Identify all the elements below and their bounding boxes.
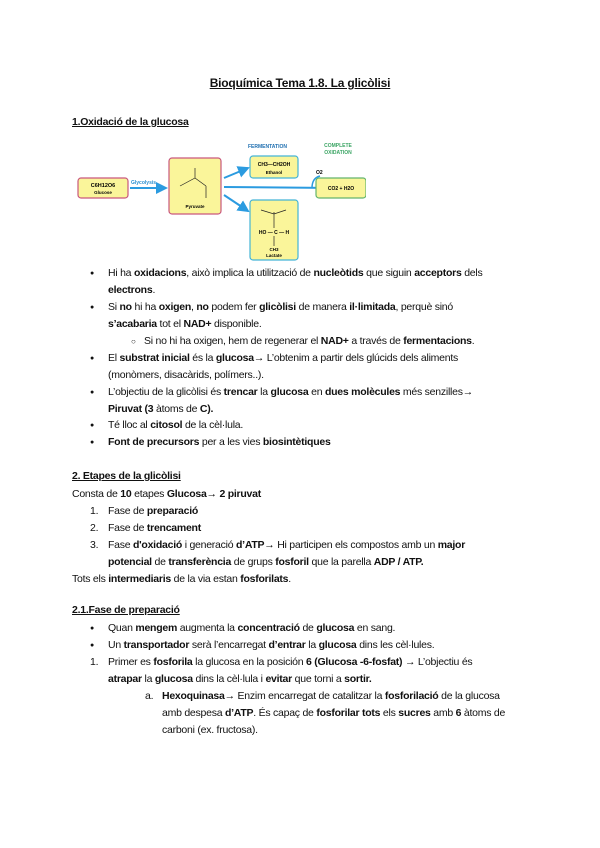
- text-run: .: [471, 335, 475, 347]
- list-item: [0, 350, 600, 384]
- bold-text: 10: [120, 488, 132, 500]
- list-item: [0, 384, 600, 418]
- list-item: [0, 620, 600, 637]
- products-formula: CO2 + H2O: [327, 186, 355, 192]
- bold-text: fosforilació: [384, 690, 439, 702]
- text-run: carboni (ex. fructosa).: [162, 724, 258, 736]
- list-item: [0, 688, 600, 739]
- list-item: [0, 265, 600, 299]
- text-run: Quan: [108, 622, 136, 634]
- bold-text: fosforil: [275, 556, 309, 568]
- bold-text: glucosa: [215, 352, 254, 364]
- lactate-box: [250, 200, 298, 260]
- bold-text: 2. Etapes de la glicòlisi: [72, 470, 181, 482]
- bold-text: glucosa: [270, 386, 309, 398]
- list-item: [0, 417, 600, 434]
- bold-text: glucosa: [316, 622, 355, 634]
- bold-text: d’ATP: [235, 539, 265, 551]
- text-run: .: [152, 284, 156, 296]
- bold-text: NAD+: [183, 318, 212, 330]
- list-item: [0, 503, 600, 520]
- bold-text: citosol: [150, 419, 183, 431]
- glucose-box: [78, 178, 128, 198]
- text-run: de manera: [295, 301, 350, 313]
- bold-text: no: [196, 301, 209, 313]
- text-run: més senzilles→: [400, 386, 473, 398]
- text-line: [0, 350, 600, 367]
- text-run: els: [380, 707, 399, 719]
- ethanol-formula: CH3—CH2OH: [257, 162, 291, 168]
- text-run: disponible.: [211, 318, 262, 330]
- text-run: a través de: [348, 335, 404, 347]
- document-title: Bioquímica Tema 1.8. La glicòlisi: [209, 76, 391, 90]
- glucose-label: Glucose: [94, 190, 112, 195]
- text-run: la: [141, 673, 155, 685]
- bold-text: no: [119, 301, 132, 313]
- lactate-label: Lactate: [266, 253, 282, 258]
- glycolysis-diagram: [76, 138, 366, 262]
- text-line: [0, 367, 600, 384]
- bold-text: 2.1.Fase de preparació: [72, 604, 180, 616]
- text-line: [0, 688, 600, 705]
- list-item: [0, 520, 600, 537]
- paragraph: [0, 571, 600, 588]
- pyruvate-label: Pyruvate: [185, 204, 205, 209]
- text-line: [0, 434, 600, 451]
- list-item: [0, 537, 600, 571]
- text-run: amb despesa: [162, 707, 225, 719]
- text-run: , això implica la utilització de: [186, 267, 314, 279]
- bold-text: biosintètiques: [262, 436, 331, 448]
- bullet-icon: ●: [90, 355, 94, 362]
- text-run: ,: [191, 301, 197, 313]
- text-run: la glucosa en la posición: [192, 656, 307, 668]
- bold-text: d'oxidació: [133, 539, 183, 551]
- bold-text: fosforilar tots: [316, 707, 381, 719]
- glucose-formula: C6H12O6: [90, 183, 116, 189]
- text-line: [0, 705, 600, 722]
- text-run: Fase de: [108, 522, 147, 534]
- text-line: [0, 503, 600, 520]
- arrow-fermentation-ethanol: [224, 168, 248, 178]
- bullet-icon: ●: [90, 389, 94, 396]
- text-run: la: [305, 639, 319, 651]
- fermentation-label: FERMENTATION: [248, 144, 287, 150]
- bold-text: intermediaris: [108, 573, 171, 585]
- text-run: de la cèl·lula.: [182, 419, 244, 431]
- text-run: Un: [108, 639, 124, 651]
- bold-text: mengem: [135, 622, 178, 634]
- text-run: amb: [430, 707, 456, 719]
- text-run: (monòmers, disacàrids, polímers..).: [108, 369, 264, 381]
- text-run: àtoms de: [461, 707, 506, 719]
- text-line: [0, 602, 600, 619]
- bullet-icon: ●: [90, 304, 94, 311]
- lactate-ch3: CH3: [269, 247, 279, 252]
- bold-text: nucleòtids: [313, 267, 364, 279]
- text-run: de: [299, 622, 317, 634]
- bold-text: oxigen: [158, 301, 192, 313]
- text-line: [0, 468, 600, 485]
- bold-text: atrapar: [108, 673, 142, 685]
- text-run: de: [151, 556, 169, 568]
- text-line: [0, 654, 600, 671]
- bold-text: glucosa: [154, 673, 193, 685]
- lactate-formula: HO — C — H: [258, 230, 290, 236]
- text-run: → Hi participen els compostos amb un: [264, 539, 438, 551]
- bold-text: d’ATP: [224, 707, 254, 719]
- bold-text: evitar: [265, 673, 292, 685]
- bullet-icon: ●: [90, 625, 94, 632]
- bold-text: Piruvat (3: [108, 403, 154, 415]
- text-run: podem fer: [208, 301, 260, 313]
- bold-text: transportador: [123, 639, 190, 651]
- bold-text: preparació: [146, 505, 199, 517]
- bold-text: ADP / ATP.: [373, 556, 424, 568]
- arrow-fermentation-lactate: [224, 195, 248, 211]
- bold-text: NAD+: [320, 335, 349, 347]
- text-run: El: [108, 352, 120, 364]
- bullet-icon: ●: [90, 642, 94, 649]
- bold-text: fermentacions: [403, 335, 472, 347]
- bold-text: potencial: [108, 556, 152, 568]
- bullet-icon: ●: [90, 439, 94, 446]
- bold-text: sortir.: [344, 673, 372, 685]
- text-run: Si: [108, 301, 120, 313]
- bold-text: sucres: [398, 707, 431, 719]
- text-line: [0, 671, 600, 688]
- text-run: , perquè sinó: [395, 301, 453, 313]
- text-run: → L’objectiu és: [402, 656, 473, 668]
- bold-text: Font de precursors: [108, 436, 200, 448]
- text-run: Té lloc al: [108, 419, 151, 431]
- list-item: [0, 654, 600, 688]
- bold-text: fosforilats: [240, 573, 289, 585]
- text-run: Primer es: [108, 656, 154, 668]
- text-run: serà l’encarregat: [189, 639, 269, 651]
- bold-text: glicòlisi: [259, 301, 296, 313]
- bold-text: major: [437, 539, 466, 551]
- bold-text: 6 (Glucosa -6-fosfat): [306, 656, 403, 668]
- text-run: que la parella: [308, 556, 374, 568]
- text-run: de grups: [231, 556, 276, 568]
- section-heading: [0, 602, 600, 619]
- text-line: [0, 722, 600, 739]
- text-run: → Enzim encarregat de catalitzar la: [224, 690, 385, 702]
- text-run: dels: [461, 267, 483, 279]
- co2-h2o-box: [316, 178, 366, 198]
- ethanol-box: [250, 156, 298, 178]
- bold-text: 1.Oxidació de la glucosa: [72, 116, 189, 128]
- list-number: 3.: [90, 539, 99, 551]
- text-line: [0, 554, 600, 571]
- text-run: → L’obtenim a partir dels glúcids dels aliments: [253, 352, 459, 364]
- bullet-icon: ●: [90, 422, 94, 429]
- text-line: [0, 299, 600, 316]
- bullet-icon: ○: [131, 337, 136, 346]
- bold-text: acceptors: [414, 267, 462, 279]
- pyruvate-box: [169, 158, 221, 214]
- list-number: 2.: [90, 522, 99, 534]
- text-run: la: [257, 386, 271, 398]
- text-line: [0, 637, 600, 654]
- list-number: 1.: [90, 656, 99, 668]
- bold-text: concentració: [237, 622, 300, 634]
- bold-text: glucosa: [318, 639, 357, 651]
- bold-text: dues molècules: [324, 386, 401, 398]
- bold-text: il·limitada: [349, 301, 396, 313]
- text-line: [0, 417, 600, 434]
- text-run: que torni a: [291, 673, 345, 685]
- bold-text: substrat inicial: [119, 352, 190, 364]
- text-run: Fase: [108, 539, 134, 551]
- bold-text: transferència: [168, 556, 232, 568]
- bold-text: electrons: [108, 284, 153, 296]
- section-heading: [0, 114, 600, 131]
- text-line: [0, 384, 600, 401]
- bold-text: d’entrar: [268, 639, 306, 651]
- text-line: [0, 316, 600, 333]
- bold-text: 6: [455, 707, 462, 719]
- glycolysis-label: Glycolysis: [131, 180, 157, 186]
- bold-text: Glucosa: [166, 488, 207, 500]
- text-line: [0, 333, 600, 350]
- bold-text: Hexoquinasa: [162, 690, 225, 702]
- text-run: →: [206, 488, 220, 500]
- text-run: L’objectiu de la glicòlisi és: [108, 386, 224, 398]
- text-line: [0, 265, 600, 282]
- text-run: etapes: [131, 488, 167, 500]
- text-run: Tots els: [72, 573, 109, 585]
- list-number: 1.: [90, 505, 99, 517]
- text-run: que siguin: [363, 267, 415, 279]
- text-line: [0, 114, 600, 131]
- text-line: [0, 486, 600, 503]
- document-title-block: [0, 76, 600, 90]
- o2-label: O2: [316, 170, 323, 176]
- text-run: de la glucosa: [438, 690, 500, 702]
- list-item: [0, 637, 600, 654]
- text-run: augmenta la: [177, 622, 238, 634]
- text-line: [0, 401, 600, 418]
- text-run: Hi ha: [108, 267, 134, 279]
- text-run: és la: [189, 352, 216, 364]
- text-run: i generació: [182, 539, 236, 551]
- text-line: [0, 620, 600, 637]
- text-line: [0, 520, 600, 537]
- text-run: . És capaç de: [253, 707, 317, 719]
- bold-text: C).: [199, 403, 214, 415]
- text-run: Fase de: [108, 505, 147, 517]
- text-run: àtoms de: [153, 403, 200, 415]
- bold-text: s’acabaria: [108, 318, 157, 330]
- text-run: Si no hi ha oxigen, hem de regenerar el: [144, 335, 321, 347]
- text-run: .: [288, 573, 291, 585]
- text-run: dins la cèl·lula i: [192, 673, 266, 685]
- text-line: [0, 282, 600, 299]
- bold-text: fosforila: [153, 656, 193, 668]
- ethanol-label: Ethanol: [265, 170, 283, 175]
- section-heading: [0, 468, 600, 485]
- bold-text: trencar: [223, 386, 258, 398]
- text-run: de la via estan: [170, 573, 241, 585]
- bold-text: oxidacions: [133, 267, 187, 279]
- bullet-icon: ●: [90, 270, 94, 277]
- list-item: [0, 333, 600, 350]
- list-item: [0, 434, 600, 451]
- bold-text: trencament: [146, 522, 201, 534]
- text-run: en sang.: [354, 622, 396, 634]
- list-item: [0, 299, 600, 333]
- text-run: hi ha: [131, 301, 159, 313]
- list-number: a.: [145, 690, 154, 702]
- text-line: [0, 571, 600, 588]
- text-run: en: [308, 386, 325, 398]
- text-line: [0, 537, 600, 554]
- text-run: tot el: [156, 318, 184, 330]
- text-run: Consta de: [72, 488, 121, 500]
- text-run: per a les vies: [199, 436, 263, 448]
- complete-oxidation-label-2: OXIDATION: [324, 150, 352, 156]
- complete-oxidation-label: COMPLETE: [324, 143, 352, 149]
- text-run: dins les cèl·lules.: [356, 639, 435, 651]
- paragraph: [0, 486, 600, 503]
- bold-text: 2 piruvat: [219, 488, 261, 500]
